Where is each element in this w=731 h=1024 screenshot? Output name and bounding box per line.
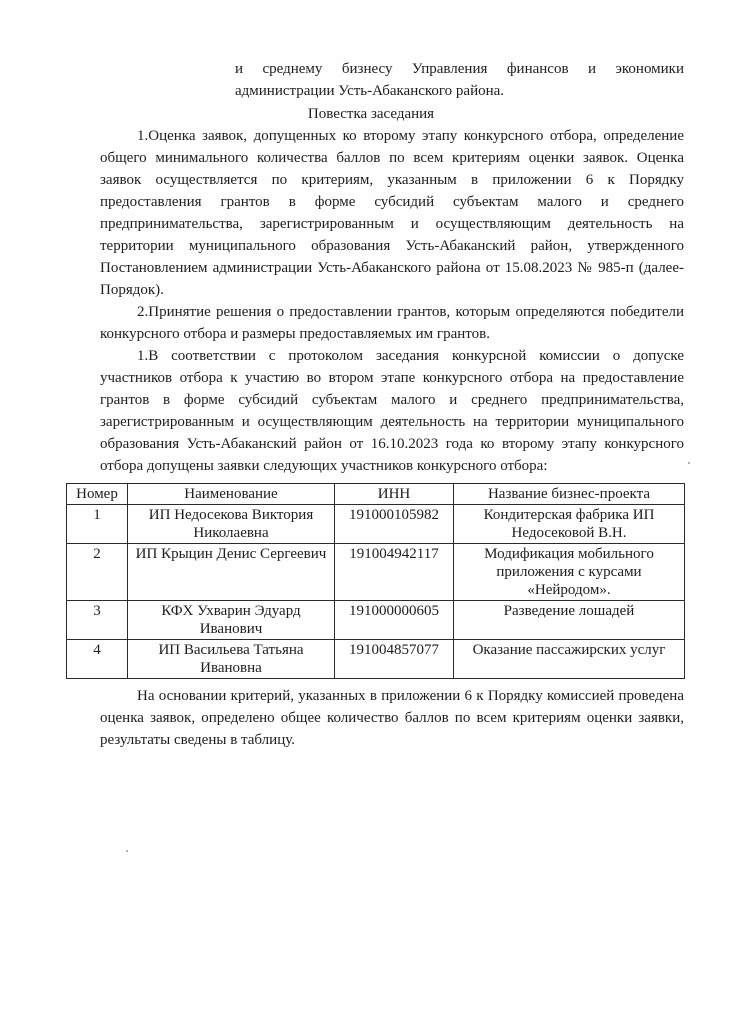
scan-speck <box>126 850 128 852</box>
scan-speck <box>688 462 690 464</box>
cell-number: 1 <box>67 505 128 544</box>
cell-name: ИП Недосекова Виктория Николаевна <box>128 505 335 544</box>
body-paragraph: 1.В соответствии с протоколом заседания конкурсной комиссии о допуске участников отбора к участию во втором этапе конкурсного отбора на предоставление грантов в форме субсидий субъектам малого и среднего предпринимательства, зарегистрированным и осуществляющим деятельность на территории муниципального образования Усть-Абаканский район от 16.10.2023 года ко второму этапу конкурсного отбора допущены заявки следующих участников конкурсного отбора: <box>100 348 684 474</box>
cell-inn: 191004857077 <box>335 640 454 679</box>
cell-project: Оказание пассажирских услуг <box>454 640 685 679</box>
table-row <box>67 505 685 544</box>
applicants-table <box>66 483 685 679</box>
continuation-text: и среднему бизнесу Управления финансов и экономики администрации Усть-Абаканского района. <box>235 61 684 99</box>
agenda-item-1: 1.Оценка заявок, допущенных ко второму этапу конкурсного отбора, определение общего минимального количества баллов по всем критериям оценки заявок. Оценка заявок осуществляется по критериям, указанным в приложении 6 к Порядку предоставления грантов в форме субсидий субъектам малого и среднего предпринимательства, зарегистрированным и осуществляющим деятельность на территории муниципального образования Усть-Абаканский район, утвержденного Постановлением администрации Усть-Абаканского района от 15.08.2023 № 985-п (далее-Порядок). <box>100 128 684 298</box>
cell-name: КФХ Ухварин Эдуард Иванович <box>128 601 335 640</box>
cell-number: 3 <box>67 601 128 640</box>
col-header-name: Наименование <box>128 484 335 505</box>
cell-inn: 191000105982 <box>335 505 454 544</box>
cell-inn: 191004942117 <box>335 544 454 601</box>
cell-inn: 191000000605 <box>335 601 454 640</box>
table-row <box>67 601 685 640</box>
table-row <box>67 640 685 679</box>
document-body <box>76 58 684 751</box>
col-header-project: Название бизнес-проекта <box>454 484 685 505</box>
table-row <box>67 544 685 601</box>
cell-project: Разведение лошадей <box>454 601 685 640</box>
table-header-row <box>67 484 685 505</box>
agenda-heading: Повестка заседания <box>307 106 435 122</box>
cell-project: Модификация мобильного приложения с курсами «Нейродом». <box>454 544 685 601</box>
cell-project: Кондитерская фабрика ИП Недосековой В.Н. <box>454 505 685 544</box>
closing-paragraph: На основании критерий, указанных в приложении 6 к Порядку комиссией проведена оценка заявок, определено общее количество баллов по всем критериям оценки заявки, результаты сведены в таблицу. <box>100 688 684 748</box>
cell-number: 4 <box>67 640 128 679</box>
col-header-inn: ИНН <box>335 484 454 505</box>
cell-name: ИП Крыцин Денис Сергеевич <box>128 544 335 601</box>
cell-number: 2 <box>67 544 128 601</box>
agenda-item-2: 2.Принятие решения о предоставлении грантов, которым определяются победители конкурсного отбора и размеры предоставляемых им грантов. <box>100 304 684 342</box>
cell-name: ИП Васильева Татьяна Ивановна <box>128 640 335 679</box>
col-header-number: Номер <box>67 484 128 505</box>
